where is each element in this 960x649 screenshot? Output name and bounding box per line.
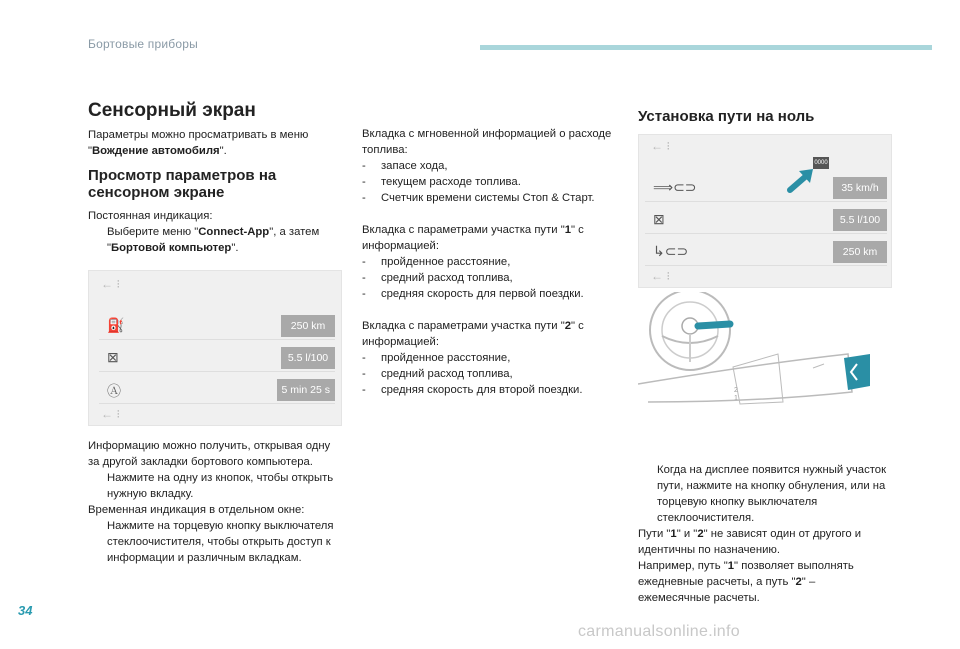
stop-start-timer-value: 5 min 25 s — [277, 379, 335, 401]
list-text: пройденное расстояние, — [381, 352, 511, 364]
step-text: Нажмите на торцевую кнопку выключателя стеклоочистителя, чтобы открыть доступ к информации и различным вкладкам. — [107, 520, 334, 564]
trip-reset-screen — [638, 134, 892, 288]
consumption-icon: ⊠ — [107, 349, 119, 365]
reset-instructions — [638, 462, 890, 606]
list-item — [362, 350, 617, 366]
tabs-description — [362, 126, 617, 398]
quote: " — [88, 145, 93, 157]
svg-text:2: 2 — [734, 387, 738, 394]
reset-trip-title: Установка пути на ноль — [638, 108, 815, 125]
note-text: Например, путь " — [638, 560, 728, 572]
list-text: запасе хода, — [381, 160, 448, 172]
step-text: ", а затем " — [107, 226, 320, 254]
note-text: " позволяет выполнять ежедневные расчеты, а путь " — [638, 560, 854, 588]
step-press-button — [88, 470, 343, 502]
range-value: 250 km — [281, 315, 335, 337]
trip-number: 2 — [564, 320, 572, 332]
list-item — [362, 174, 617, 190]
tabs-info-block — [88, 438, 343, 566]
back-arrow-icon[interactable]: ← ⁝ — [101, 277, 121, 291]
note-text: " и " — [676, 528, 698, 540]
step-text: Нажмите на одну из кнопок, чтобы открыть нужную вкладку. — [107, 472, 334, 500]
bullet-icon — [638, 462, 657, 526]
dash: - — [362, 384, 366, 396]
list-text: пройденное расстояние, — [381, 256, 511, 268]
consumption-value: 5.5 l/100 — [833, 209, 887, 231]
trip-number: 1 — [564, 224, 572, 236]
trips-note — [638, 526, 890, 558]
list-text: средний расход топлива, — [381, 272, 513, 284]
steering-wheel-stalk-illustration — [638, 292, 890, 422]
list-item — [362, 190, 617, 206]
step-select-menu — [88, 224, 343, 256]
temporary-label: Временная индикация в отдельном окне: — [88, 504, 305, 516]
note-text: Пути " — [638, 528, 671, 540]
dash: - — [362, 160, 366, 172]
bullet-icon — [88, 224, 107, 256]
list-text: средний расход топлива, — [381, 368, 513, 380]
trip-number: 1 — [727, 560, 735, 572]
trip-number: 1 — [670, 528, 677, 540]
trip-computer-screen — [88, 270, 342, 426]
avg-speed-value: 35 km/h — [833, 177, 887, 199]
distance-value: 250 km — [833, 241, 887, 263]
header-accent-bar — [480, 45, 932, 50]
car-distance-icon: ↳⊂⊃ — [653, 243, 689, 259]
permanent-label: Постоянная индикация: — [88, 210, 213, 222]
menu-trip-computer: Бортовой компьютер — [111, 242, 232, 254]
dash: - — [362, 368, 366, 380]
section-title: Сенсорный экран — [88, 100, 256, 121]
tabs-paragraph: Информацию можно получить, открывая одну за другой закладки бортового компьютера. — [88, 440, 331, 468]
bullet-icon — [88, 470, 107, 502]
dash: - — [362, 352, 366, 364]
screen-row — [645, 239, 887, 266]
screen-row — [99, 377, 335, 404]
menu-connect-app: Connect-App — [198, 226, 270, 238]
trip-number: 2 — [795, 576, 802, 588]
list-text: средняя скорость для второй поездки. — [381, 384, 583, 396]
list-item — [362, 270, 617, 286]
trip-number: 2 — [697, 528, 704, 540]
car-speed-icon: ⟹⊂⊃ — [653, 179, 697, 195]
screen-row — [99, 345, 335, 372]
quote: ". — [219, 145, 227, 157]
note-text: " – ежемесячные расчеты. — [638, 576, 816, 604]
list-text: средняя скорость для первой поездки. — [381, 288, 584, 300]
tab2-title — [362, 222, 617, 254]
screen-row — [99, 313, 335, 340]
fuel-pump-icon: ⛽ — [107, 317, 125, 333]
intro-text: Параметры можно просматривать в меню — [88, 129, 309, 141]
example-note — [638, 558, 890, 606]
dash: - — [362, 176, 366, 188]
back-arrow-icon[interactable]: ← ⁝ — [651, 269, 671, 283]
dash: - — [362, 288, 366, 300]
list-item — [362, 254, 617, 270]
dash: - — [362, 256, 366, 268]
subsection-title: Просмотр параметров на сенсорном экране — [88, 167, 277, 201]
tab3-title — [362, 318, 617, 350]
consumption-icon: ⊠ — [653, 211, 665, 227]
reset-button[interactable]: 0000 — [813, 157, 829, 169]
watermark: carmanualsonline.info — [578, 623, 740, 640]
permanent-display-block — [88, 208, 343, 256]
step-reset — [638, 462, 890, 526]
title-text: " с информацией: — [362, 320, 584, 348]
list-item — [362, 158, 617, 174]
list-item — [362, 366, 617, 382]
step-text: ". — [231, 242, 239, 254]
step-press-wiper-button — [88, 518, 343, 566]
dash: - — [362, 192, 366, 204]
step-text: Когда на дисплее появится нужный участок пути, нажмите на кнопку обнуления, или на торцевую кнопку выключателя стеклоочистителя. — [657, 464, 887, 524]
running-header: Бортовые приборы — [88, 37, 198, 51]
screen-row — [645, 207, 887, 234]
page-number: 34 — [18, 603, 33, 618]
intro-paragraph — [88, 127, 343, 159]
screen-row — [645, 175, 887, 202]
list-item — [362, 382, 617, 398]
consumption-value: 5.5 l/100 — [281, 347, 335, 369]
step-text: Выберите меню " — [107, 226, 199, 238]
title-text: " с информацией: — [362, 224, 584, 252]
list-text: текущем расходе топлива. — [381, 176, 521, 188]
title-text: Вкладка с параметрами участка пути " — [362, 224, 565, 236]
tab1-title: Вкладка с мгновенной информацией о расходе топлива: — [362, 128, 612, 156]
menu-name: Вождение автомобиля — [92, 145, 220, 157]
list-text: Счетчик времени системы Стоп & Старт. — [381, 192, 595, 204]
bullet-icon — [88, 518, 107, 566]
stop-start-icon: Ⓐ — [107, 383, 121, 399]
back-arrow-icon[interactable]: ← ⁝ — [101, 407, 121, 421]
back-arrow-icon[interactable]: ← ⁝ — [651, 139, 671, 153]
dash: - — [362, 272, 366, 284]
list-item — [362, 286, 617, 302]
title-text: Вкладка с параметрами участка пути " — [362, 320, 565, 332]
note-text: " не зависят один от другого и идентичны по назначению. — [638, 528, 862, 556]
svg-text:1: 1 — [734, 395, 738, 402]
